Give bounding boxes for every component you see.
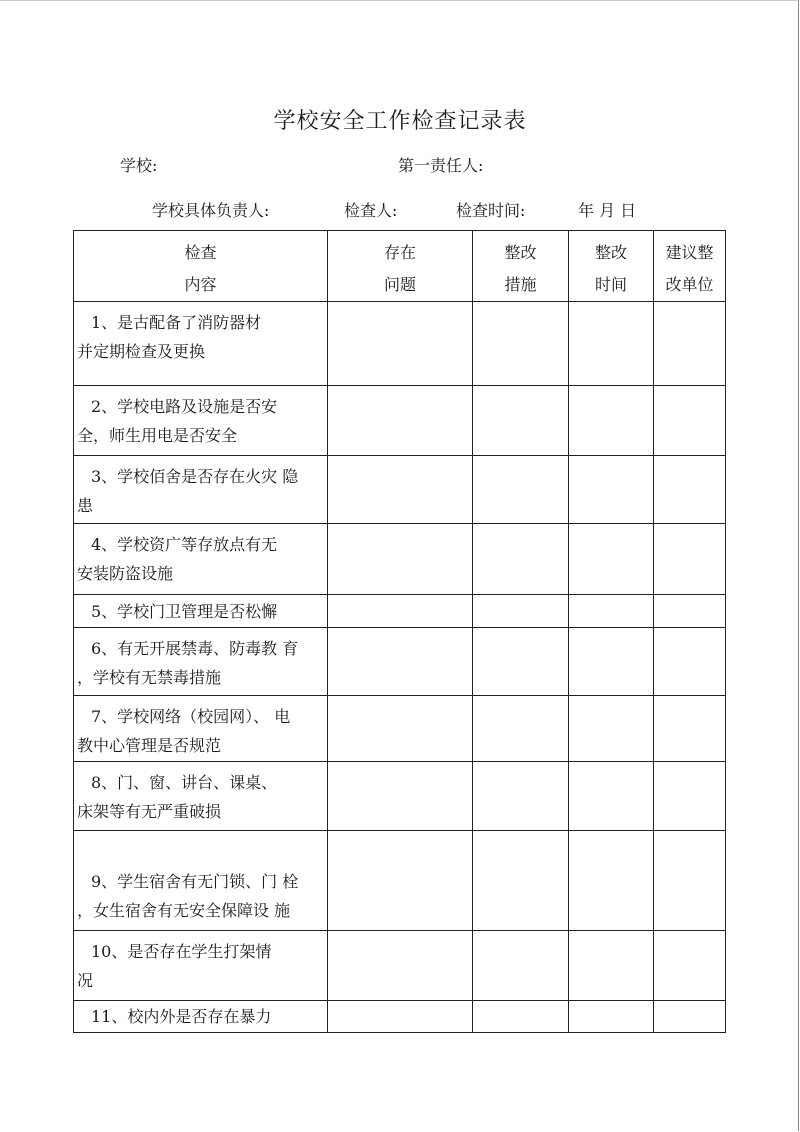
- time-cell[interactable]: [569, 696, 654, 762]
- check-item-cell: [74, 595, 328, 628]
- inspector-field-label: 检查人:: [344, 201, 398, 220]
- problem-cell[interactable]: [328, 524, 473, 595]
- unit-cell[interactable]: [654, 302, 726, 386]
- header-rectification-measures: [473, 231, 569, 302]
- check-item-line: 7、学校网络（校园网）、 电: [91, 707, 291, 726]
- table-row: [74, 762, 726, 831]
- table-row: [74, 696, 726, 762]
- check-item-line: 9、学生宿舍有无门锁、门 栓: [91, 872, 299, 891]
- header-line: 时间: [594, 275, 627, 294]
- check-item-cell: [74, 696, 328, 762]
- time-cell[interactable]: [569, 628, 654, 696]
- inspection-time-field-label: 检查时间:: [456, 201, 526, 220]
- first-responsible-field-label: 第一责任人:: [398, 156, 484, 175]
- problem-cell[interactable]: [328, 302, 473, 386]
- check-item-line: 3、学校佰舍是否存在火灾 隐: [91, 467, 299, 486]
- header-line: 建议整: [665, 243, 714, 262]
- time-cell[interactable]: [569, 762, 654, 831]
- check-item-cell: [74, 302, 328, 386]
- school-field-label: 学校:: [120, 156, 158, 175]
- measure-cell[interactable]: [473, 628, 569, 696]
- check-item-cell: [74, 762, 328, 831]
- check-item-line: 患: [77, 496, 94, 515]
- measure-cell[interactable]: [473, 386, 569, 456]
- header-line: 措施: [504, 275, 537, 294]
- time-cell[interactable]: [569, 1001, 654, 1033]
- unit-cell[interactable]: [654, 456, 726, 524]
- check-item-line: 1、是古配备了消防器材: [91, 313, 262, 332]
- header-check-content: [74, 231, 328, 302]
- problem-cell[interactable]: [328, 628, 473, 696]
- check-item-line: 6、有无开展禁毒、防毒教 育: [91, 639, 299, 658]
- check-item-line: 全，师生用电是否安全: [77, 426, 238, 445]
- unit-cell[interactable]: [654, 524, 726, 595]
- check-item-cell: [74, 524, 328, 595]
- unit-cell[interactable]: [654, 831, 726, 931]
- problem-cell[interactable]: [328, 456, 473, 524]
- check-item-line: 4、学校资广等存放点有无: [91, 535, 278, 554]
- measure-cell[interactable]: [473, 762, 569, 831]
- header-existing-problems: [328, 231, 473, 302]
- header-line: 改单位: [665, 275, 714, 294]
- measure-cell[interactable]: [473, 595, 569, 628]
- specific-responsible-field-label: 学校具体负责人:: [152, 201, 270, 220]
- check-item-cell: [74, 931, 328, 1001]
- measure-cell[interactable]: [473, 302, 569, 386]
- time-cell[interactable]: [569, 302, 654, 386]
- header-line: 整改: [594, 243, 627, 262]
- header-suggested-unit: [654, 231, 726, 302]
- header-rectification-time: [569, 231, 654, 302]
- time-cell[interactable]: [569, 831, 654, 931]
- header-line: 问题: [383, 275, 416, 294]
- date-field-label: 年 月 日: [578, 201, 637, 220]
- problem-cell[interactable]: [328, 1001, 473, 1033]
- table-row: [74, 931, 726, 1001]
- header-line: 内容: [184, 275, 217, 294]
- measure-cell[interactable]: [473, 831, 569, 931]
- problem-cell[interactable]: [328, 386, 473, 456]
- measure-cell[interactable]: [473, 931, 569, 1001]
- check-item-line: 安装防盗设施: [77, 564, 174, 583]
- check-item-line: ，学校有无禁毒措施: [77, 668, 222, 687]
- check-item-line: 2、学校电路及设施是否安: [91, 397, 278, 416]
- inspection-record-table: [73, 230, 726, 1033]
- check-item-cell: [74, 1001, 328, 1033]
- measure-cell[interactable]: [473, 524, 569, 595]
- check-item-line: 5、学校门卫管理是否松懈: [91, 602, 278, 621]
- check-item-line: 况: [77, 971, 94, 990]
- time-cell[interactable]: [569, 456, 654, 524]
- table-row: [74, 1001, 726, 1033]
- check-item-cell: [74, 831, 328, 931]
- check-item-line: 床架等有无严重破损: [77, 802, 222, 821]
- check-item-cell: [74, 386, 328, 456]
- table-row: [74, 302, 726, 386]
- unit-cell[interactable]: [654, 696, 726, 762]
- unit-cell[interactable]: [654, 931, 726, 1001]
- unit-cell[interactable]: [654, 1001, 726, 1033]
- check-item-line: 8、门、窗、讲台、课桌、: [91, 773, 278, 792]
- check-item-cell: [74, 456, 328, 524]
- problem-cell[interactable]: [328, 595, 473, 628]
- time-cell[interactable]: [569, 931, 654, 1001]
- table-row: [74, 628, 726, 696]
- table-header-row: [74, 231, 726, 302]
- table-row: [74, 456, 726, 524]
- measure-cell[interactable]: [473, 456, 569, 524]
- unit-cell[interactable]: [654, 595, 726, 628]
- unit-cell[interactable]: [654, 762, 726, 831]
- check-item-cell: [74, 628, 328, 696]
- table-row: [74, 524, 726, 595]
- problem-cell[interactable]: [328, 696, 473, 762]
- measure-cell[interactable]: [473, 1001, 569, 1033]
- time-cell[interactable]: [569, 524, 654, 595]
- unit-cell[interactable]: [654, 386, 726, 456]
- unit-cell[interactable]: [654, 628, 726, 696]
- problem-cell[interactable]: [328, 831, 473, 931]
- time-cell[interactable]: [569, 386, 654, 456]
- check-item-line: 并定期检查及更换: [77, 342, 206, 361]
- table-row: [74, 831, 726, 931]
- table-row: [74, 595, 726, 628]
- header-line: 检查: [184, 243, 217, 262]
- header-line: 存在: [383, 243, 416, 262]
- check-item-line: 10、是否存在学生打架情: [91, 942, 272, 961]
- document-title: 学校安全工作检查记录表: [273, 109, 527, 134]
- header-line: 整改: [504, 243, 537, 262]
- check-item-line: ，女生宿舍有无安全保障设 施: [77, 901, 291, 920]
- problem-cell[interactable]: [328, 931, 473, 1001]
- check-item-line: 教中心管理是否规范: [77, 736, 222, 755]
- time-cell[interactable]: [569, 595, 654, 628]
- problem-cell[interactable]: [328, 762, 473, 831]
- table-row: [74, 386, 726, 456]
- measure-cell[interactable]: [473, 696, 569, 762]
- check-item-line: 11、校内外是否存在暴力: [91, 1007, 272, 1026]
